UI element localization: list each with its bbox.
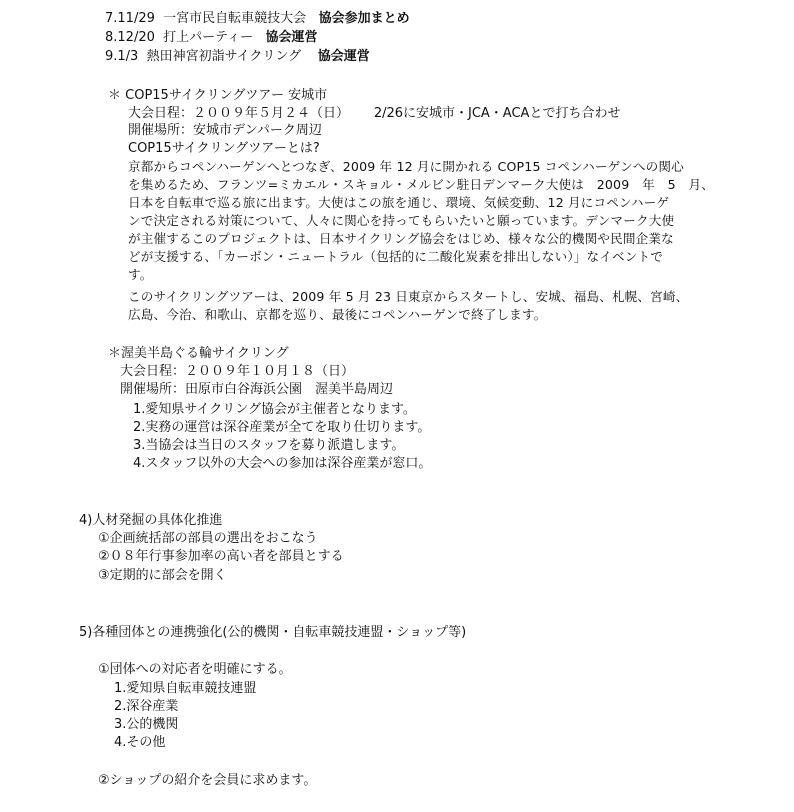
section5-subitem: 3.公的機関: [114, 717, 179, 732]
cop15-body-line: が主催するこのプロジェクトは、日本サイクリング協会をはじめ、様々な公的機関や民間企業な: [128, 231, 674, 246]
section5-heading: 5)各種団体との連携強化(公的機関・自転車競技連盟・ショップ等): [79, 625, 467, 640]
cop15-body-line: 京都からコペンハーゲンへとつなぎ、2009 年 12 月に開かれる COP15 コペンハーゲンへの関心: [128, 159, 684, 174]
cop15-body-line: 日本を自転車で巡る旅に出ます。大使はこの旅を通じ、環境、気候変動、12 月にコペンハーゲ: [128, 195, 670, 210]
cop15-heading: ＊ COP15サイクリングツアー 安城市: [108, 88, 328, 103]
atsumi-heading: ＊渥美半島ぐる輪サイクリング: [108, 346, 289, 361]
section4-item: ①企画統括部の部員の選出をおこなう: [98, 531, 318, 546]
cop15-body-line: このサイクリングツアーは、2009 年 5 月 23 日東京からスタートし、安城、福島、札幌、宮崎、: [128, 289, 689, 304]
section5-subitem: 1.愛知県自転車競技連盟: [114, 681, 257, 696]
section4-heading: 4)人材発掘の具体化推進: [79, 513, 223, 528]
cop15-body-line: ンで決定される対策について、人々に関心を持ってもらいたいと願っています。デンマーク大使: [128, 213, 675, 228]
cop15-date: 大会日程：２００９年５月２４（日） 2/26に安城市・JCA・ACAとで打ち合わせ: [128, 106, 621, 121]
cop15-body-line: す。: [128, 267, 153, 282]
atsumi-venue: 開催場所：田原市白谷海浜公園 渥美半島周辺: [120, 382, 394, 397]
atsumi-item: 4.スタッフ以外の大会への参加は深谷産業が窓口。: [133, 456, 432, 471]
section5-item2: ②ショップの紹介を会員に求めます。: [98, 773, 317, 788]
atsumi-item: 1.愛知県サイクリング協会が主催者となります。: [133, 402, 416, 417]
section5-subitem: 2.深谷産業: [114, 699, 179, 714]
event-line-8: 8.12/20 打上パーティー 協会運営: [105, 30, 318, 45]
cop15-venue: 開催場所：安城市デンパーク周辺: [128, 123, 322, 138]
section5-item1: ①団体への対応者を明確にする。: [98, 662, 292, 677]
section4-item: ②０８年行事参加率の高い者を部員とする: [98, 549, 344, 564]
event-line-9: 9.1/3 熱田神宮初詣サイクリング 協会運営: [105, 49, 370, 64]
cop15-body-line: どが支援する、「カーボン・ニュートラル（包括的に二酸化炭素を排出しない）」なイベントで: [128, 249, 664, 264]
cop15-body-line: 広島、今治、和歌山、京都を巡り、最後にコペンハーゲンで終了します。: [128, 307, 547, 322]
cop15-question: COP15サイクリングツアーとは?: [128, 141, 320, 156]
section4-item: ③定期的に部会を開く: [98, 568, 227, 583]
event-line-7: 7.11/29 一宮市民自転車競技大会 協会参加まとめ: [105, 11, 410, 26]
section5-subitem: 4.その他: [114, 735, 166, 750]
atsumi-item: 2.実務の運営は深谷産業が全てを取り仕切ります。: [133, 420, 431, 435]
cop15-body-line: を集めるため、フランツ=ミカエル・スキョル・メルビン駐日デンマーク大使は 2009 年 5 月、: [128, 177, 714, 192]
atsumi-item: 3.当協会は当日のスタッフを募り派遣します。: [133, 438, 405, 453]
atsumi-date: 大会日程：２００９年１０月１８（日）: [120, 364, 355, 379]
